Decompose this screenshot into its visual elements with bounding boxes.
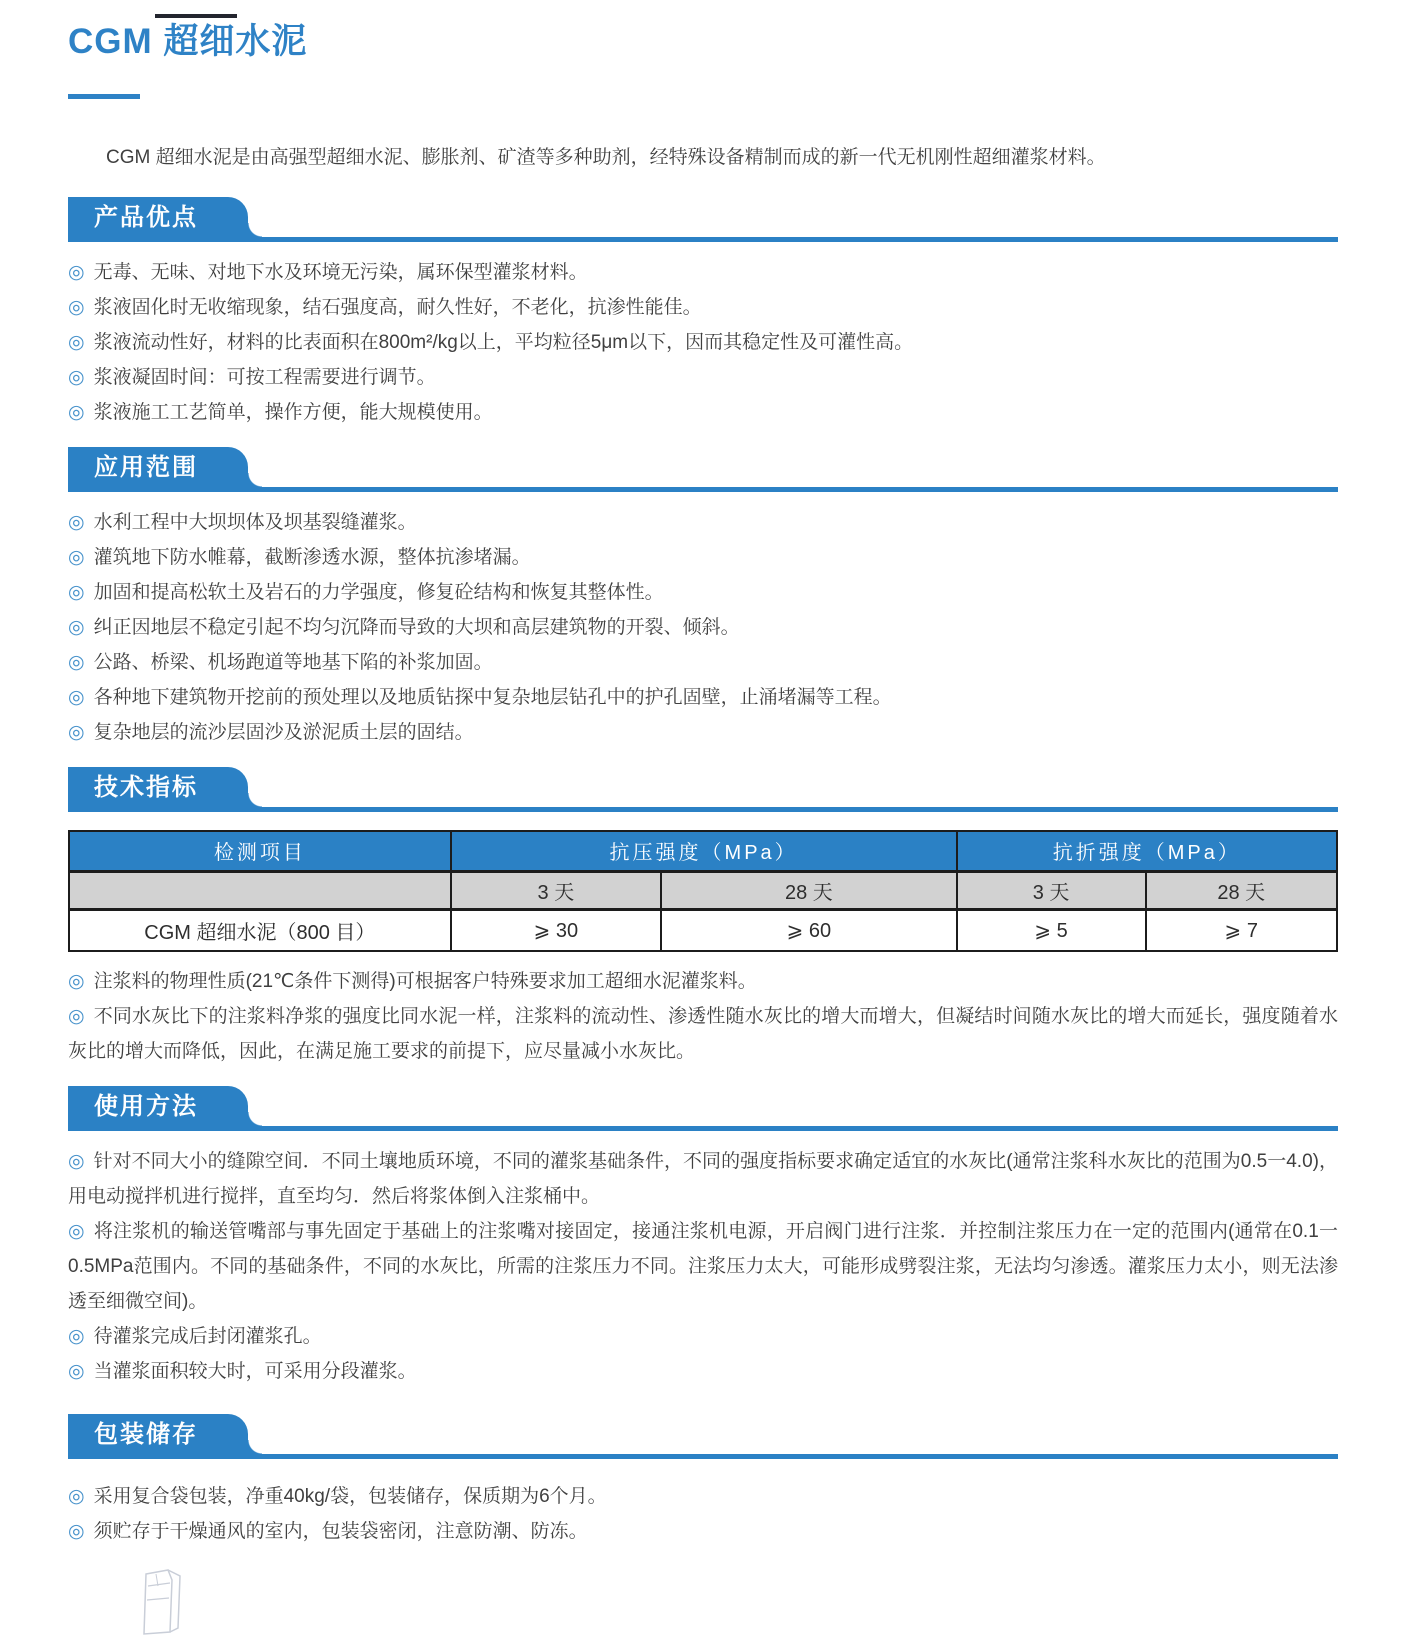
product-datasheet-page <box>0 14 1406 1549</box>
bullet-item <box>68 964 1338 999</box>
bullet-text: 浆液凝固时间：可按工程需要进行调节。 <box>93 367 436 388</box>
bullet-text: 公路、桥梁、机场跑道等地基下陷的补浆加固。 <box>93 652 493 673</box>
bullet-text: 各种地下建筑物开挖前的预处理以及地质钻探中复杂地层钻孔中的护孔固壁，止涌堵漏等工程。 <box>93 687 892 708</box>
section-heading-label: 使用方法 <box>94 1093 198 1120</box>
section-heading-label: 产品优点 <box>94 204 198 231</box>
section-heading-label: 应用范围 <box>94 454 198 481</box>
section-header-applications <box>68 452 1338 492</box>
cement-bag-watermark <box>128 1566 198 1641</box>
section-header-specs <box>68 772 1338 812</box>
bullseye-bullet-icon: ◎ <box>68 617 85 638</box>
table-subheader-row <box>69 871 1337 909</box>
table-subheader-cell: 3 天 <box>451 871 661 909</box>
bullseye-bullet-icon: ◎ <box>68 687 85 708</box>
bullet-item <box>68 395 1338 430</box>
section-header-usage <box>68 1091 1338 1131</box>
bullet-text: 将注浆机的输送管嘴部与事先固定于基础上的注浆嘴对接固定，接通注浆机电源，开启阀门进行注浆．并控制注浆压力在一定的范围内(通常在0.1一0.5MPa范围内。不同的基础条件，不同的水灰比，所需的注浆压力不同。注浆压力太大，可能形成劈裂注浆，无法均匀渗透。灌浆压力太小，则无法渗透至细微空间)。 <box>68 1221 1338 1312</box>
bullet-text: 无毒、无味、对地下水及环境无污染，属环保型灌浆材料。 <box>93 262 588 283</box>
bullet-item <box>68 325 1338 360</box>
title-underline <box>68 94 140 99</box>
table-subheader-empty <box>69 871 451 909</box>
bullseye-bullet-icon: ◎ <box>68 1221 85 1242</box>
table-data-row <box>69 909 1337 951</box>
bullseye-bullet-icon: ◎ <box>68 512 85 533</box>
bullseye-bullet-icon: ◎ <box>68 367 85 388</box>
bullet-item <box>68 1319 1338 1354</box>
bullet-text: 浆液流动性好，材料的比表面积在800m²/kg以上，平均粒径5μm以下，因而其稳定性及可灌性高。 <box>93 332 914 353</box>
bullet-item <box>68 999 1338 1069</box>
value-cell: ⩾ 5 <box>957 909 1146 951</box>
bullet-text: 注浆料的物理性质(21℃条件下测得)可根据客户特殊要求加工超细水泥灌浆料。 <box>93 971 757 992</box>
bullet-item <box>68 1214 1338 1319</box>
spec-table <box>68 830 1338 952</box>
bullet-item <box>68 505 1338 540</box>
bullseye-bullet-icon: ◎ <box>68 1326 85 1347</box>
bullet-item <box>68 680 1338 715</box>
table-subheader-cell: 28 天 <box>661 871 956 909</box>
bullet-text: 待灌浆完成后封闭灌浆孔。 <box>93 1326 322 1347</box>
bullseye-bullet-icon: ◎ <box>68 402 85 423</box>
bullseye-bullet-icon: ◎ <box>68 652 85 673</box>
intro-paragraph: CGM 超细水泥是由高强型超细水泥、膨胀剂、矿渣等多种助剂，经特殊设备精制而成的新一代无机刚性超细灌浆材料。 <box>106 147 1106 168</box>
product-name-cell: CGM 超细水泥（800 目） <box>69 909 451 951</box>
bullseye-bullet-icon: ◎ <box>68 297 85 318</box>
bullet-text: 针对不同大小的缝隙空间．不同土壤地质环境，不同的灌浆基础条件，不同的强度指标要求确定适宜的水灰比(通常注浆科水灰比的范围为0.5一4.0)，用电动搅拌机进行搅拌，直至均匀．然后将浆体倒入注浆桶中。 <box>68 1151 1338 1207</box>
value-cell: ⩾ 30 <box>451 909 661 951</box>
table-group-header-compressive: 抗压强度（MPa） <box>451 831 957 871</box>
bullet-item <box>68 290 1338 325</box>
bullseye-bullet-icon: ◎ <box>68 262 85 283</box>
bullseye-bullet-icon: ◎ <box>68 1486 85 1507</box>
table-header-row <box>69 831 1337 871</box>
bullseye-bullet-icon: ◎ <box>68 971 85 992</box>
bullet-text: 采用复合袋包装，净重40kg/袋，包装储存，保质期为6个月。 <box>93 1486 607 1507</box>
value-cell: ⩾ 60 <box>661 909 956 951</box>
page-crop-artifact <box>155 14 237 18</box>
bullet-text: 水利工程中大坝坝体及坝基裂缝灌浆。 <box>93 512 417 533</box>
section-tab <box>68 197 248 242</box>
bullet-text: 当灌浆面积较大时，可采用分段灌浆。 <box>93 1361 417 1382</box>
bullet-item <box>68 1354 1338 1389</box>
page-title: CGM 超细水泥 <box>68 22 308 61</box>
bullet-text: 浆液施工工艺简单，操作方便，能大规模使用。 <box>93 402 493 423</box>
section-header-storage <box>68 1419 1338 1459</box>
section-tab <box>68 767 248 812</box>
bullet-text: 纠正因地层不稳定引起不均匀沉降而导致的大坝和高层建筑物的开裂、倾斜。 <box>93 617 740 638</box>
bullet-item <box>68 255 1338 290</box>
section-tab <box>68 1414 248 1459</box>
bullet-text: 灌筑地下防水帷幕，截断渗透水源，整体抗渗堵漏。 <box>93 547 531 568</box>
table-subheader-cell: 28 天 <box>1146 871 1338 909</box>
section-header-advantages <box>68 202 1338 242</box>
bullet-text: 须贮存于干燥通风的室内，包装袋密闭，注意防潮、防冻。 <box>93 1521 588 1542</box>
table-group-header-flexural: 抗折强度（MPa） <box>957 831 1337 871</box>
bullseye-bullet-icon: ◎ <box>68 332 85 353</box>
usage-list <box>68 1144 1338 1389</box>
bullseye-bullet-icon: ◎ <box>68 1361 85 1382</box>
table-subheader-cell: 3 天 <box>957 871 1146 909</box>
bullseye-bullet-icon: ◎ <box>68 722 85 743</box>
storage-list <box>68 1479 1338 1549</box>
value-cell: ⩾ 7 <box>1146 909 1338 951</box>
bullet-item <box>68 1514 1338 1549</box>
bullet-item <box>68 1144 1338 1214</box>
bullet-item <box>68 645 1338 680</box>
bullseye-bullet-icon: ◎ <box>68 582 85 603</box>
bullet-text: 加固和提高松软土及岩石的力学强度，修复砼结构和恢复其整体性。 <box>93 582 664 603</box>
bullet-item <box>68 360 1338 395</box>
section-tab <box>68 447 248 492</box>
table-header-cell: 检测项目 <box>69 831 451 871</box>
bullet-text: 不同水灰比下的注浆料净浆的强度比同水泥一样，注浆料的流动性、渗透性随水灰比的增大而增大，但凝结时间随水灰比的增大而延长，强度随着水灰比的增大而降低，因此，在满足施工要求的前提下，应尽量减小水灰比。 <box>68 1006 1338 1062</box>
bullet-text: 复杂地层的流沙层固沙及淤泥质土层的固结。 <box>93 722 474 743</box>
section-heading-label: 技术指标 <box>94 774 198 801</box>
bullet-item <box>68 610 1338 645</box>
bullseye-bullet-icon: ◎ <box>68 1151 85 1172</box>
bullet-item <box>68 540 1338 575</box>
applications-list <box>68 505 1338 750</box>
bullet-item <box>68 575 1338 610</box>
bullet-text: 浆液固化时无收缩现象，结石强度高，耐久性好，不老化，抗渗性能佳。 <box>93 297 702 318</box>
bullseye-bullet-icon: ◎ <box>68 547 85 568</box>
specs-notes-list <box>68 964 1338 1069</box>
bullseye-bullet-icon: ◎ <box>68 1006 85 1027</box>
section-tab <box>68 1086 248 1131</box>
bullseye-bullet-icon: ◎ <box>68 1521 85 1542</box>
advantages-list <box>68 255 1338 430</box>
section-heading-label: 包装储存 <box>94 1421 198 1448</box>
bullet-item <box>68 715 1338 750</box>
bullet-item <box>68 1479 1338 1514</box>
